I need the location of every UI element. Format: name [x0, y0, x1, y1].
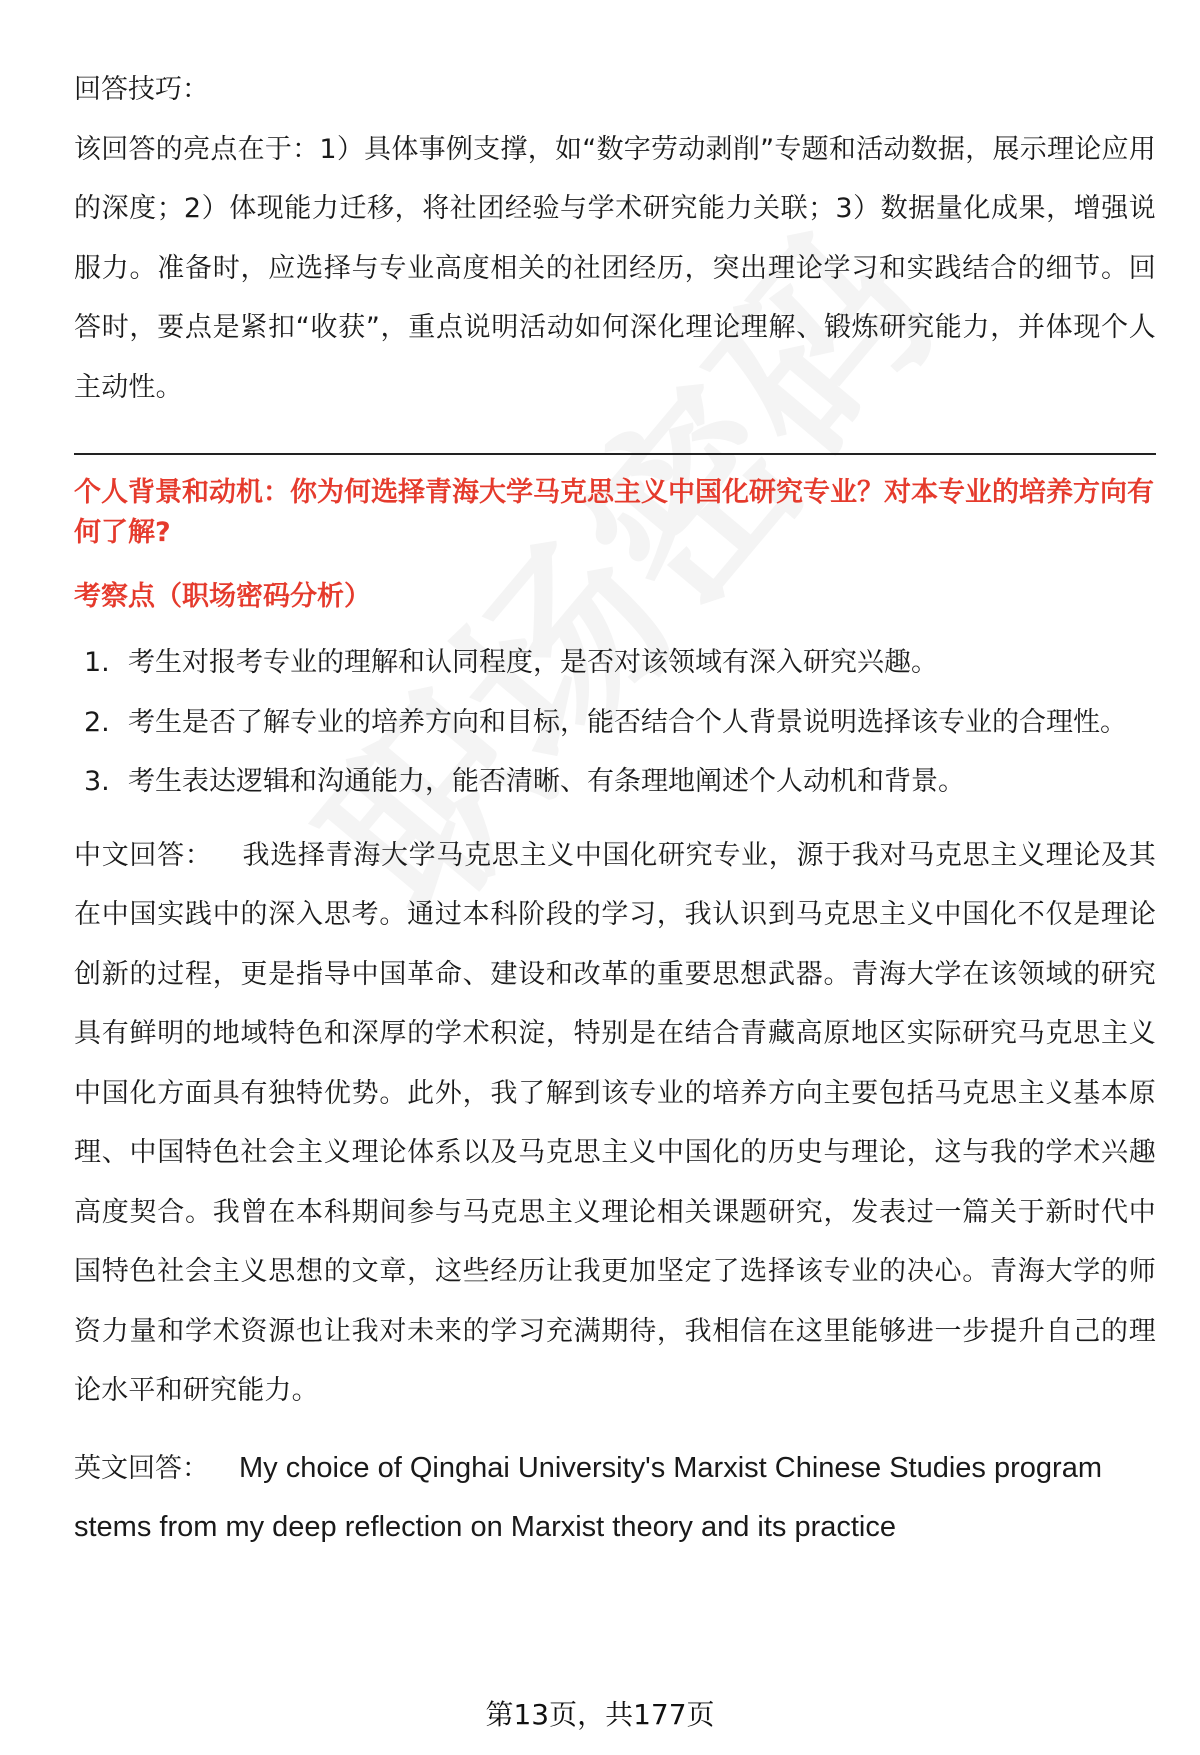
list-text: 考生是否了解专业的培养方向和目标，能否结合个人背景说明选择该专业的合理性。: [128, 706, 1127, 738]
answer-cn: [74, 826, 1156, 1421]
exam-points-list: [74, 633, 1156, 812]
section-divider: [74, 453, 1156, 455]
exam-points-heading: 考察点（职场密码分析）: [74, 581, 371, 612]
list-text: 考生表达逻辑和沟通能力，能否清晰、有条理地阐述个人动机和背景。: [128, 766, 965, 797]
tips-text: 该回答的亮点在于：1）具体事例支撑，如“数字劳动剥削”专题和活动数据，展示理论应用的深度；2）体现能力迁移，将社团经验与学术研究能力关联；3）数据量化成果，增强说服力。准备时，应选择与专业高度相关的社团经历，突出理论学习和实践结合的细节。回答时，要点是紧扣“收获”，重点说明活动如何深化理论理解、锻炼研究能力，并体现个人主动性。: [74, 133, 1156, 403]
tips-label: 回答技巧：: [74, 74, 209, 105]
list-item: [74, 752, 1156, 812]
list-number: 1.: [84, 647, 110, 678]
answer-cn-label: 中文回答：: [74, 839, 213, 871]
list-text: 考生对报考专业的理解和认同程度，是否对该领域有深入研究兴趣。: [128, 647, 938, 678]
answer-en-label: 英文回答：: [74, 1452, 209, 1484]
answer-en: [74, 1439, 1156, 1558]
document-page: [74, 60, 1156, 1558]
page-number-footer: 第13页，共177页: [485, 1698, 715, 1731]
answer-en-text: My choice of Qinghai University's Marxist Chinese Studies program stems from my deep reflection on Marxist theory and its practice: [74, 1451, 1102, 1543]
list-item: [74, 633, 1156, 693]
answer-cn-text: 我选择青海大学马克思主义中国化研究专业，源于我对马克思主义理论及其在中国实践中的深入思考。通过本科阶段的学习，我认识到马克思主义中国化不仅是理论创新的过程，更是指导中国革命、建设和改革的重要思想武器。青海大学在该领域的研究具有鲜明的地域特色和深厚的学术积淀，特别是在结合青藏高原地区实际研究马克思主义中国化方面具有独特优势。此外，我了解到该专业的培养方向主要包括马克思主义基本原理、中国特色社会主义理论体系以及马克思主义中国化的历史与理论，这与我的学术兴趣高度契合。我曾在本科期间参与马克思主义理论相关课题研究，发表过一篇关于新时代中国特色社会主义思想的文章，这些经历让我更加坚定了选择该专业的决心。青海大学的师资力量和学术资源也让我对未来的学习充满期待，我相信在这里能够进一步提升自己的理论水平和研究能力。: [74, 839, 1157, 1406]
list-item: [74, 693, 1156, 753]
question-title: 个人背景和动机：你为何选择青海大学马克思主义中国化研究专业？对本专业的培养方向有何了解?: [74, 477, 1154, 548]
list-number: 2.: [84, 706, 110, 738]
list-number: 3.: [84, 766, 110, 797]
